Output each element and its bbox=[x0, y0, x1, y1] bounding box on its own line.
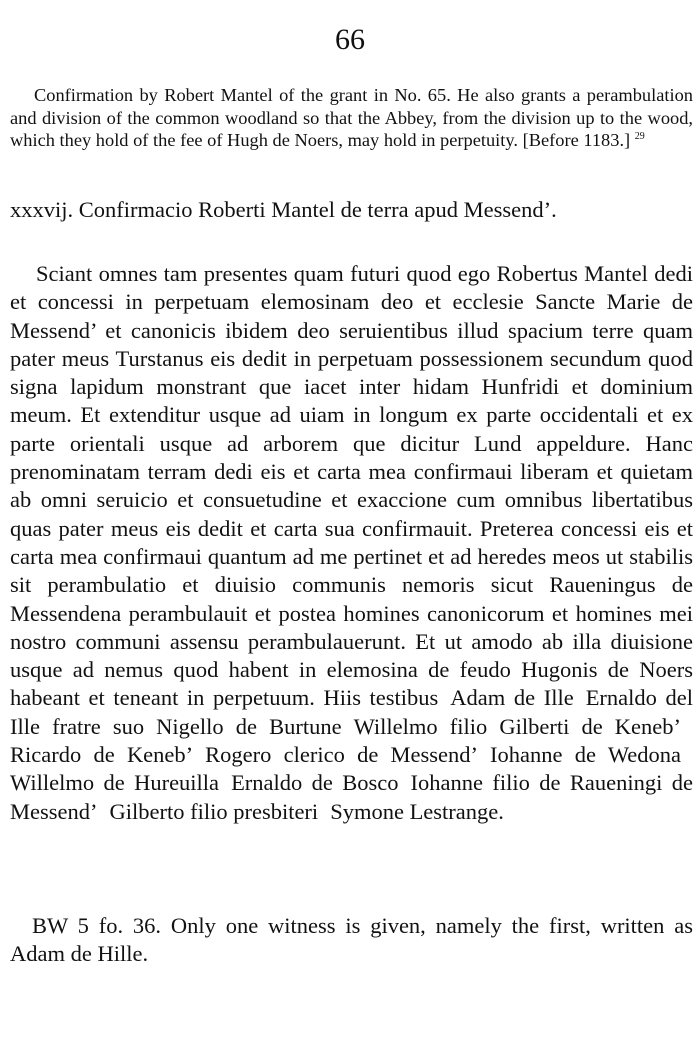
witness: Rogero clerico de Messend’ bbox=[205, 742, 479, 768]
witness: Iohanne filio de Raueningi de Messend’ bbox=[10, 770, 693, 824]
page-number: 66 bbox=[335, 23, 365, 56]
english-summary bbox=[10, 84, 693, 152]
summary-text: Confirmation by Robert Mantel of the grant in No. 65. He also grants a perambulation and division of the common woodland so that the Abbey, from the division up to the wood, which they hold of the fee of Hugh de Noers, may hold in perpetuity. [Before 1183.] bbox=[10, 85, 693, 150]
witness: Ricardo de Keneb’ bbox=[10, 742, 194, 768]
witness: Gilberto filio presbiteri bbox=[109, 798, 319, 824]
witness: Willelmo filio Gilberti de Keneb’ bbox=[353, 713, 681, 739]
footnote-ref: 29 bbox=[634, 130, 645, 142]
charter-heading: xxxvij. Confirmacio Roberti Mantel de terra apud Messend’. bbox=[10, 197, 557, 222]
witness: Iohanne de Wedona bbox=[490, 742, 681, 768]
witness: Nigello de Burtune bbox=[156, 713, 342, 739]
witness: Adam de Ille bbox=[450, 685, 574, 711]
charter-body: Sciant omnes tam presentes quam futuri quod ego Robertus Mantel dedi et concessi in perpetuam elemosinam deo et ecclesie Sancte Marie de Messend’ et canonicis ibidem deo seruientibus illud spacium terre quam pater meus Turstanus eis dedit in perpetuam possessionem secundum quod signa lapidum monstrant que iacet inter hidam Hunfridi et dominium meum. Et extenditur usque ad uiam in longum ex parte occidentali et ex parte orientali usque ad arborem que dicitur Lund appeldure. Hanc prenominatam terram dedi eis et carta mea confirmaui liberam et quietam ab omni seruicio et consuetudine et exaccione cum omnibus libertatibus quas pater meus eis dedit et carta sua confirmauit. Preterea concessi eis et carta mea confirmaui quantum ad me pertinet et ad heredes meos ut stabilis sit perambulatio et diuisio communis nemoris sicut Raueningus de Messendena perambulauit et postea homines canonicorum et homines mei nostro communi assensu perambulauerunt. Et ut amodo ab illa diuisione usque ad nemus quod habent in elemosina de feudo Hugonis de Noers habeant et teneant in perpetuum. Hiis testibus bbox=[10, 261, 693, 711]
witness: Ernaldo de Bosco bbox=[231, 770, 399, 796]
witness: Symone Lestrange. bbox=[330, 798, 504, 824]
charter-paragraph bbox=[10, 260, 693, 826]
witness: Willelmo de Hureuilla bbox=[10, 770, 220, 796]
charter-text bbox=[10, 260, 693, 826]
witness: Ernaldo del Ille fratre suo bbox=[10, 685, 693, 739]
manuscript-note: BW 5 fo. 36. Only one witness is given, namely the first, written as Adam de Hille. bbox=[10, 913, 693, 967]
